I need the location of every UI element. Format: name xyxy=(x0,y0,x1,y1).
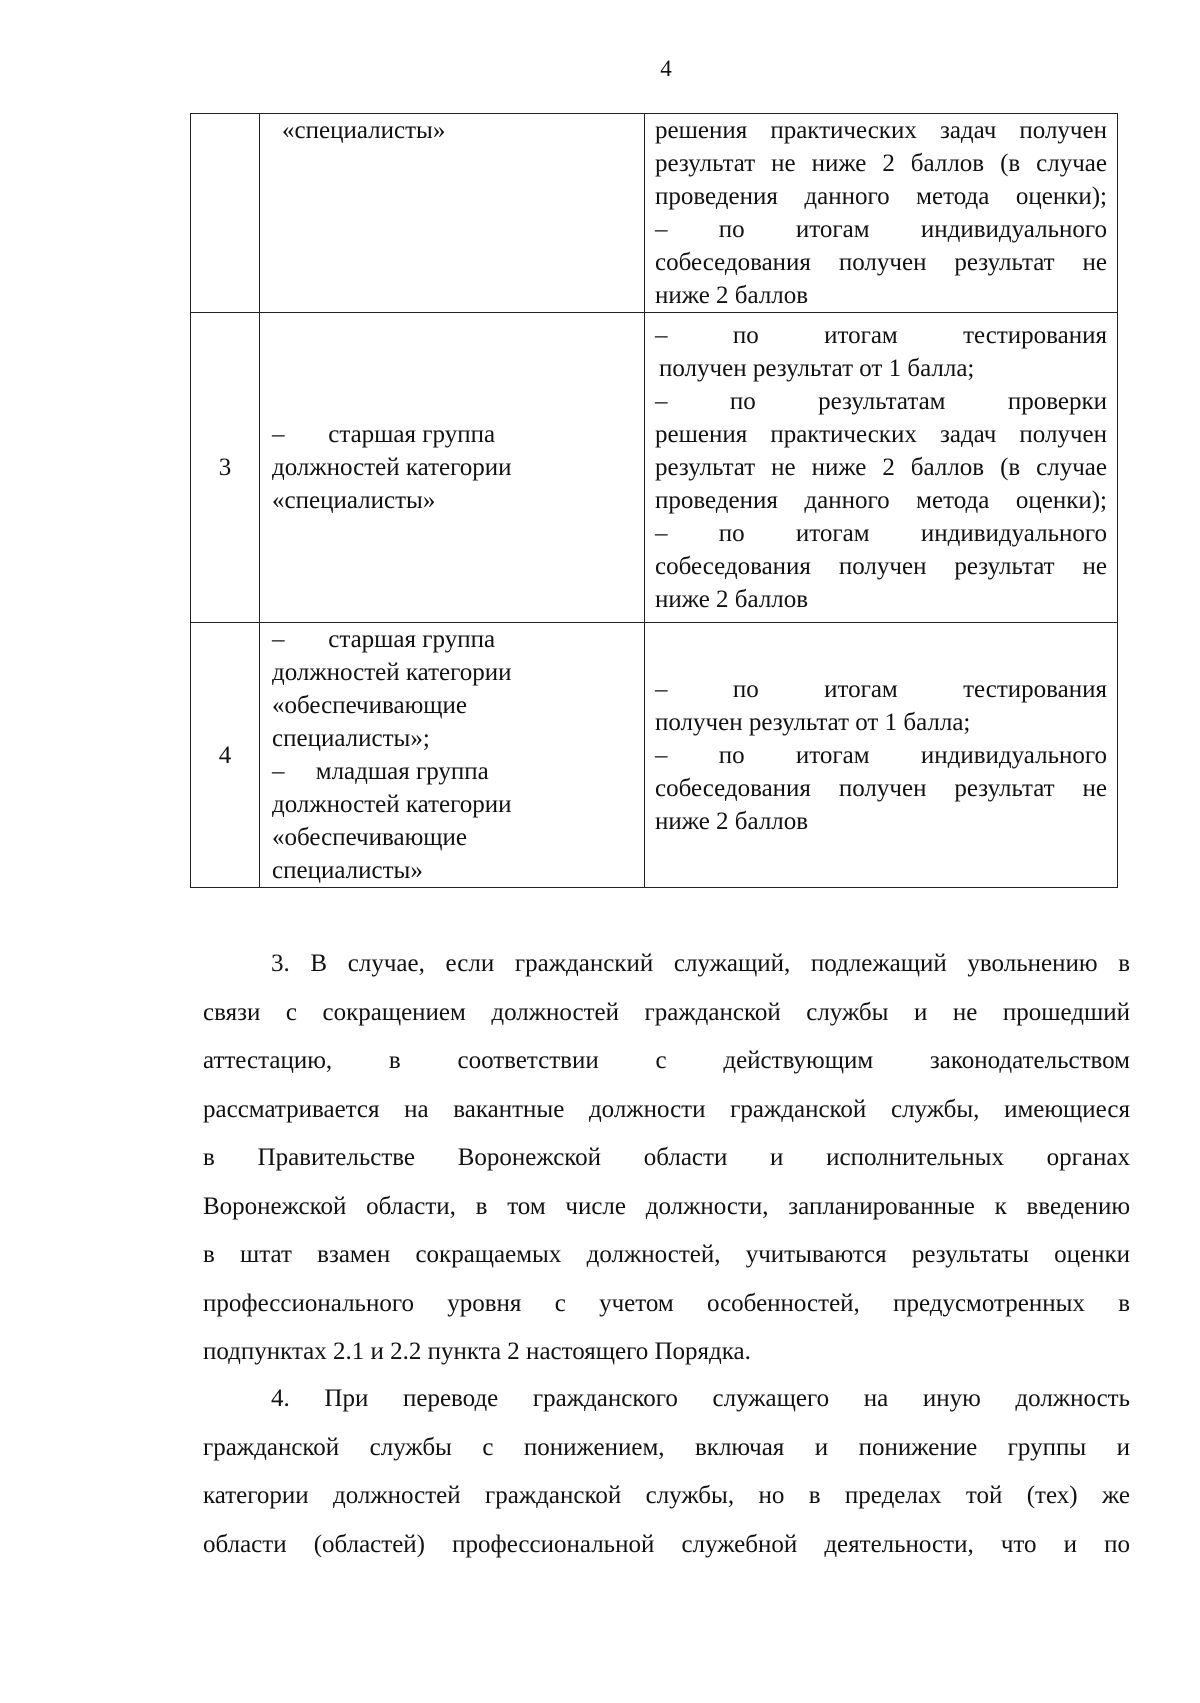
criteria-line: решения практических задач получен xyxy=(655,421,1107,448)
criteria-line: – по итогам тестирования xyxy=(655,322,1107,349)
paragraph-line: рассматривается на вакантные должности гражданской службы, имеющиеся xyxy=(203,1095,1130,1123)
category-line: должностей категории xyxy=(272,659,512,686)
category-line: – младшая группа xyxy=(272,758,489,785)
row-number-cell: 3 xyxy=(191,313,260,623)
category-line: специалисты» xyxy=(272,857,423,884)
criteria-line: – по итогам индивидуального xyxy=(655,741,1107,769)
page-number: 4 xyxy=(660,56,672,81)
paragraph-line: в Правительстве Воронежской области и исполнительных органах xyxy=(203,1144,1130,1171)
criteria-line: ниже 2 баллов xyxy=(655,586,809,613)
row-number-cell: 4 xyxy=(191,623,260,888)
criteria-line: – по результатам проверки xyxy=(655,388,1107,415)
criteria-table xyxy=(190,113,1118,888)
paragraph-line: аттестацию, в соответствии с действующим законодательством xyxy=(203,1047,1130,1074)
criteria-line: собеседования получен результат не xyxy=(655,553,1107,580)
paragraph-line: связи с сокращением должностей гражданской службы и не прошедший xyxy=(203,998,1130,1026)
table-row xyxy=(191,313,1118,623)
criteria-line: результат не ниже 2 баллов (в случае xyxy=(655,150,1107,177)
criteria-line: проведения данного метода оценки); xyxy=(655,183,1107,210)
paragraph-line: гражданской службы с понижением, включая и понижение группы и xyxy=(203,1433,1130,1461)
category-cell xyxy=(260,114,645,313)
paragraph-4 xyxy=(203,1375,1130,1569)
criteria-line: – по итогам индивидуального xyxy=(655,216,1107,243)
paragraph-line: Воронежской области, в том числе должности, запланированные к введению xyxy=(203,1192,1130,1220)
category-line: «обеспечивающие xyxy=(272,692,467,719)
category-line: должностей категории xyxy=(272,791,512,818)
criteria-line: решения практических задач получен xyxy=(655,117,1107,144)
category-line: должностей категории xyxy=(272,454,512,481)
category-cell xyxy=(260,623,645,888)
category-line: «специалисты» xyxy=(272,487,436,514)
category-line: – старшая группа xyxy=(272,421,496,448)
criteria-line: получен результат от 1 балла; xyxy=(655,708,971,736)
paragraph-line: 4. При переводе гражданского служащего на иную должность xyxy=(271,1385,1130,1412)
paragraph-line: области (областей) профессиональной служебной деятельности, что и по xyxy=(203,1530,1130,1558)
paragraph-line: 3. В случае, если гражданский служащий, подлежащий увольнению в xyxy=(271,950,1130,977)
criteria-cell xyxy=(645,114,1118,313)
category-line: «обеспечивающие xyxy=(272,824,467,851)
criteria-line: проведения данного метода оценки); xyxy=(655,487,1107,514)
paragraph-line: в штат взамен сокращаемых должностей, учитываются результаты оценки xyxy=(203,1241,1130,1268)
table-row xyxy=(191,114,1118,313)
criteria-line: ниже 2 баллов xyxy=(655,282,809,309)
category-line: «специалисты» xyxy=(282,117,446,144)
paragraph-3 xyxy=(203,940,1130,1377)
criteria-cell xyxy=(645,313,1118,623)
category-line: специалисты»; xyxy=(272,725,430,752)
criteria-cell xyxy=(645,623,1118,888)
paragraph-line: профессионального уровня с учетом особенностей, предусмотренных в xyxy=(203,1289,1130,1317)
paragraph-line: подпунктах 2.1 и 2.2 пункта 2 настоящего Порядка. xyxy=(203,1338,751,1365)
row-number-cell xyxy=(191,114,260,313)
criteria-line: – по итогам индивидуального xyxy=(655,520,1107,547)
criteria-line: ниже 2 баллов xyxy=(655,807,809,835)
category-cell xyxy=(260,313,645,623)
table-row xyxy=(191,623,1118,888)
criteria-line: результат не ниже 2 баллов (в случае xyxy=(655,454,1107,481)
category-line: – старшая группа xyxy=(272,626,496,653)
criteria-line: собеседования получен результат не xyxy=(655,774,1107,802)
paragraph-line: категории должностей гражданской службы, но в пределах той (тех) же xyxy=(203,1482,1130,1509)
criteria-line: собеседования получен результат не xyxy=(655,249,1107,276)
criteria-line: – по итогам тестирования xyxy=(655,675,1107,703)
criteria-line: получен результат от 1 балла; xyxy=(659,355,975,382)
